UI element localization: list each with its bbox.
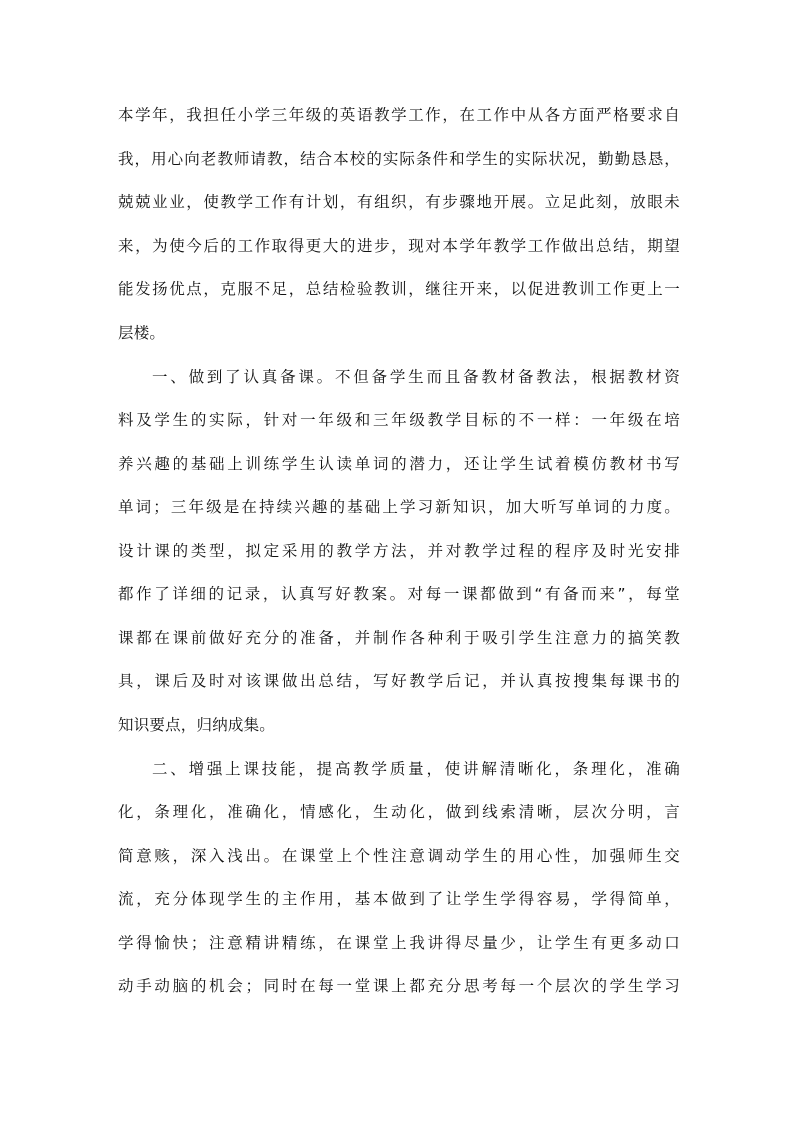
text-line: 学得愉快；注意精讲精练，在课堂上我讲得尽量少，让学生有更多动口 (118, 934, 680, 952)
text-line: 都作了详细的记录，认真写好教案。对每一课都做到“有备而来”，每堂 (118, 585, 680, 603)
text-line: 一、做到了认真备课。不但备学生而且备教材备教法，根据教材资 (152, 368, 680, 386)
text-line: 层楼。 (118, 324, 166, 342)
text-line: 简意赅，深入浅出。在课堂上个性注意调动学生的用心性，加强师生交 (118, 847, 680, 865)
text-line: 来，为使今后的工作取得更大的进步，现对本学年教学工作做出总结，期望 (118, 237, 680, 255)
text-line: 流，充分体现学生的主作用，基本做到了让学生学得容易，学得简单， (118, 890, 680, 908)
text-line: 设计课的类型，拟定采用的教学方法，并对教学过程的程序及时光安排 (118, 542, 680, 560)
text-line: 化，条理化，准确化，情感化，生动化，做到线索清晰，层次分明，言 (118, 803, 680, 821)
text-line: 能发扬优点，克服不足，总结检验教训，继往开来，以促进教训工作更上一 (118, 280, 680, 298)
text-line: 具，课后及时对该课做出总结，写好教学后记，并认真按搜集每课书的 (118, 672, 680, 690)
text-line: 料及学生的实际，针对一年级和三年级教学目标的不一样：一年级在培 (118, 411, 680, 429)
text-line: 课都在课前做好充分的准备，并制作各种利于吸引学生注意力的搞笑教 (118, 629, 680, 647)
text-line: 兢兢业业，使教学工作有计划，有组织，有步骤地开展。立足此刻，放眼未 (118, 193, 680, 211)
text-line: 养兴趣的基础上训练学生认读单词的潜力，还让学生试着模仿教材书写 (118, 455, 680, 473)
text-line: 知识要点，归纳成集。 (118, 716, 276, 734)
text-line: 二、增强上课技能，提高教学质量，使讲解清晰化，条理化，准确 (152, 760, 680, 778)
text-line: 本学年，我担任小学三年级的英语教学工作，在工作中从各方面严格要求自 (118, 106, 680, 124)
text-line: 我，用心向老教师请教，结合本校的实际条件和学生的实际状况，勤勤恳恳， (118, 150, 680, 168)
text-line: 动手动脑的机会；同时在每一堂课上都充分思考每一个层次的学生学习 (118, 977, 680, 995)
text-line: 单词；三年级是在持续兴趣的基础上学习新知识，加大听写单词的力度。 (118, 498, 680, 516)
